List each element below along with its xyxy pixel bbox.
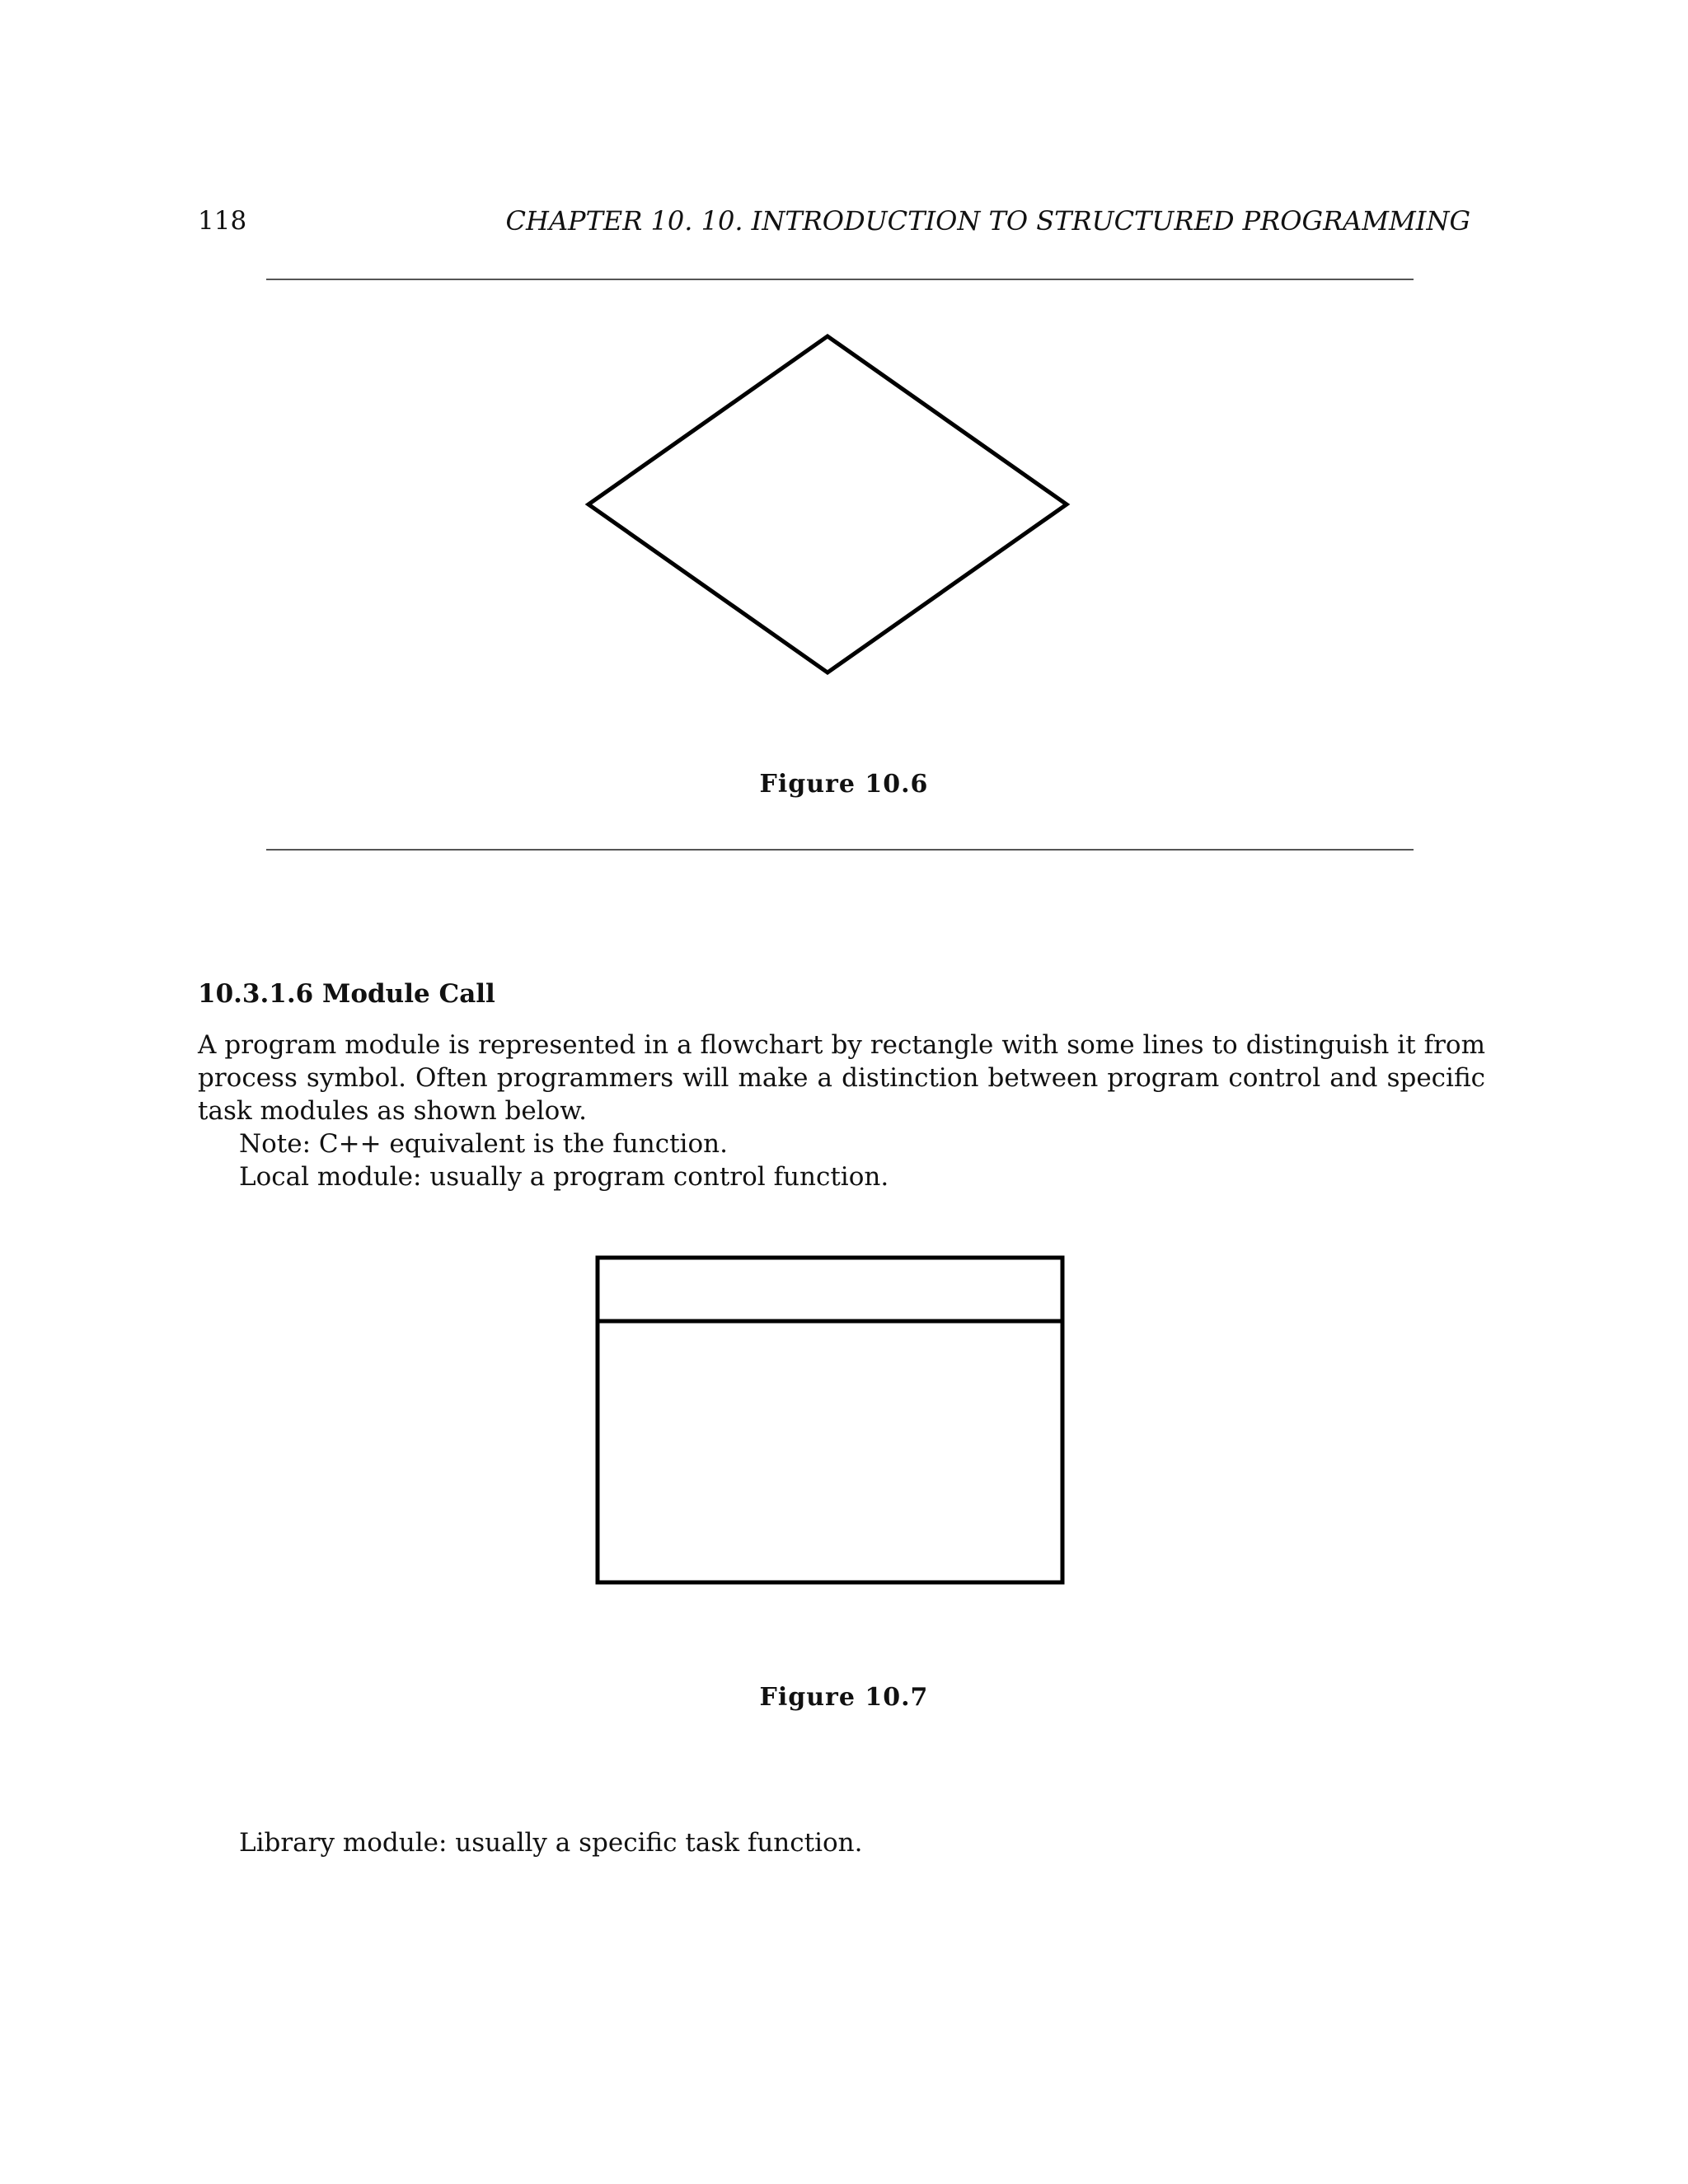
page-number: 118 xyxy=(198,206,247,236)
library-module-line: Library module: usually a specific task function. xyxy=(239,1828,863,1858)
body-paragraph: A program module is represented in a flowchart by rectangle with some lines to distinguish it from process symbol. Often programmers will make a distinction between program control and specific task modules as shown below. xyxy=(198,1030,1485,1126)
module-rectangle-shape xyxy=(598,1258,1062,1582)
decision-diamond-shape xyxy=(588,336,1067,673)
figure-10-6-caption: Figure 10.6 xyxy=(759,770,929,799)
figure-bottom-rule xyxy=(266,849,1414,851)
local-module-line: Local module: usually a program control function. xyxy=(239,1162,889,1192)
note-line: Note: C++ equivalent is the function. xyxy=(239,1129,728,1159)
section-heading: 10.3.1.6 Module Call xyxy=(198,979,495,1009)
running-head: CHAPTER 10. 10. INTRODUCTION TO STRUCTURED PROGRAMMING xyxy=(505,205,1470,237)
figure-10-7-caption: Figure 10.7 xyxy=(759,1683,929,1712)
